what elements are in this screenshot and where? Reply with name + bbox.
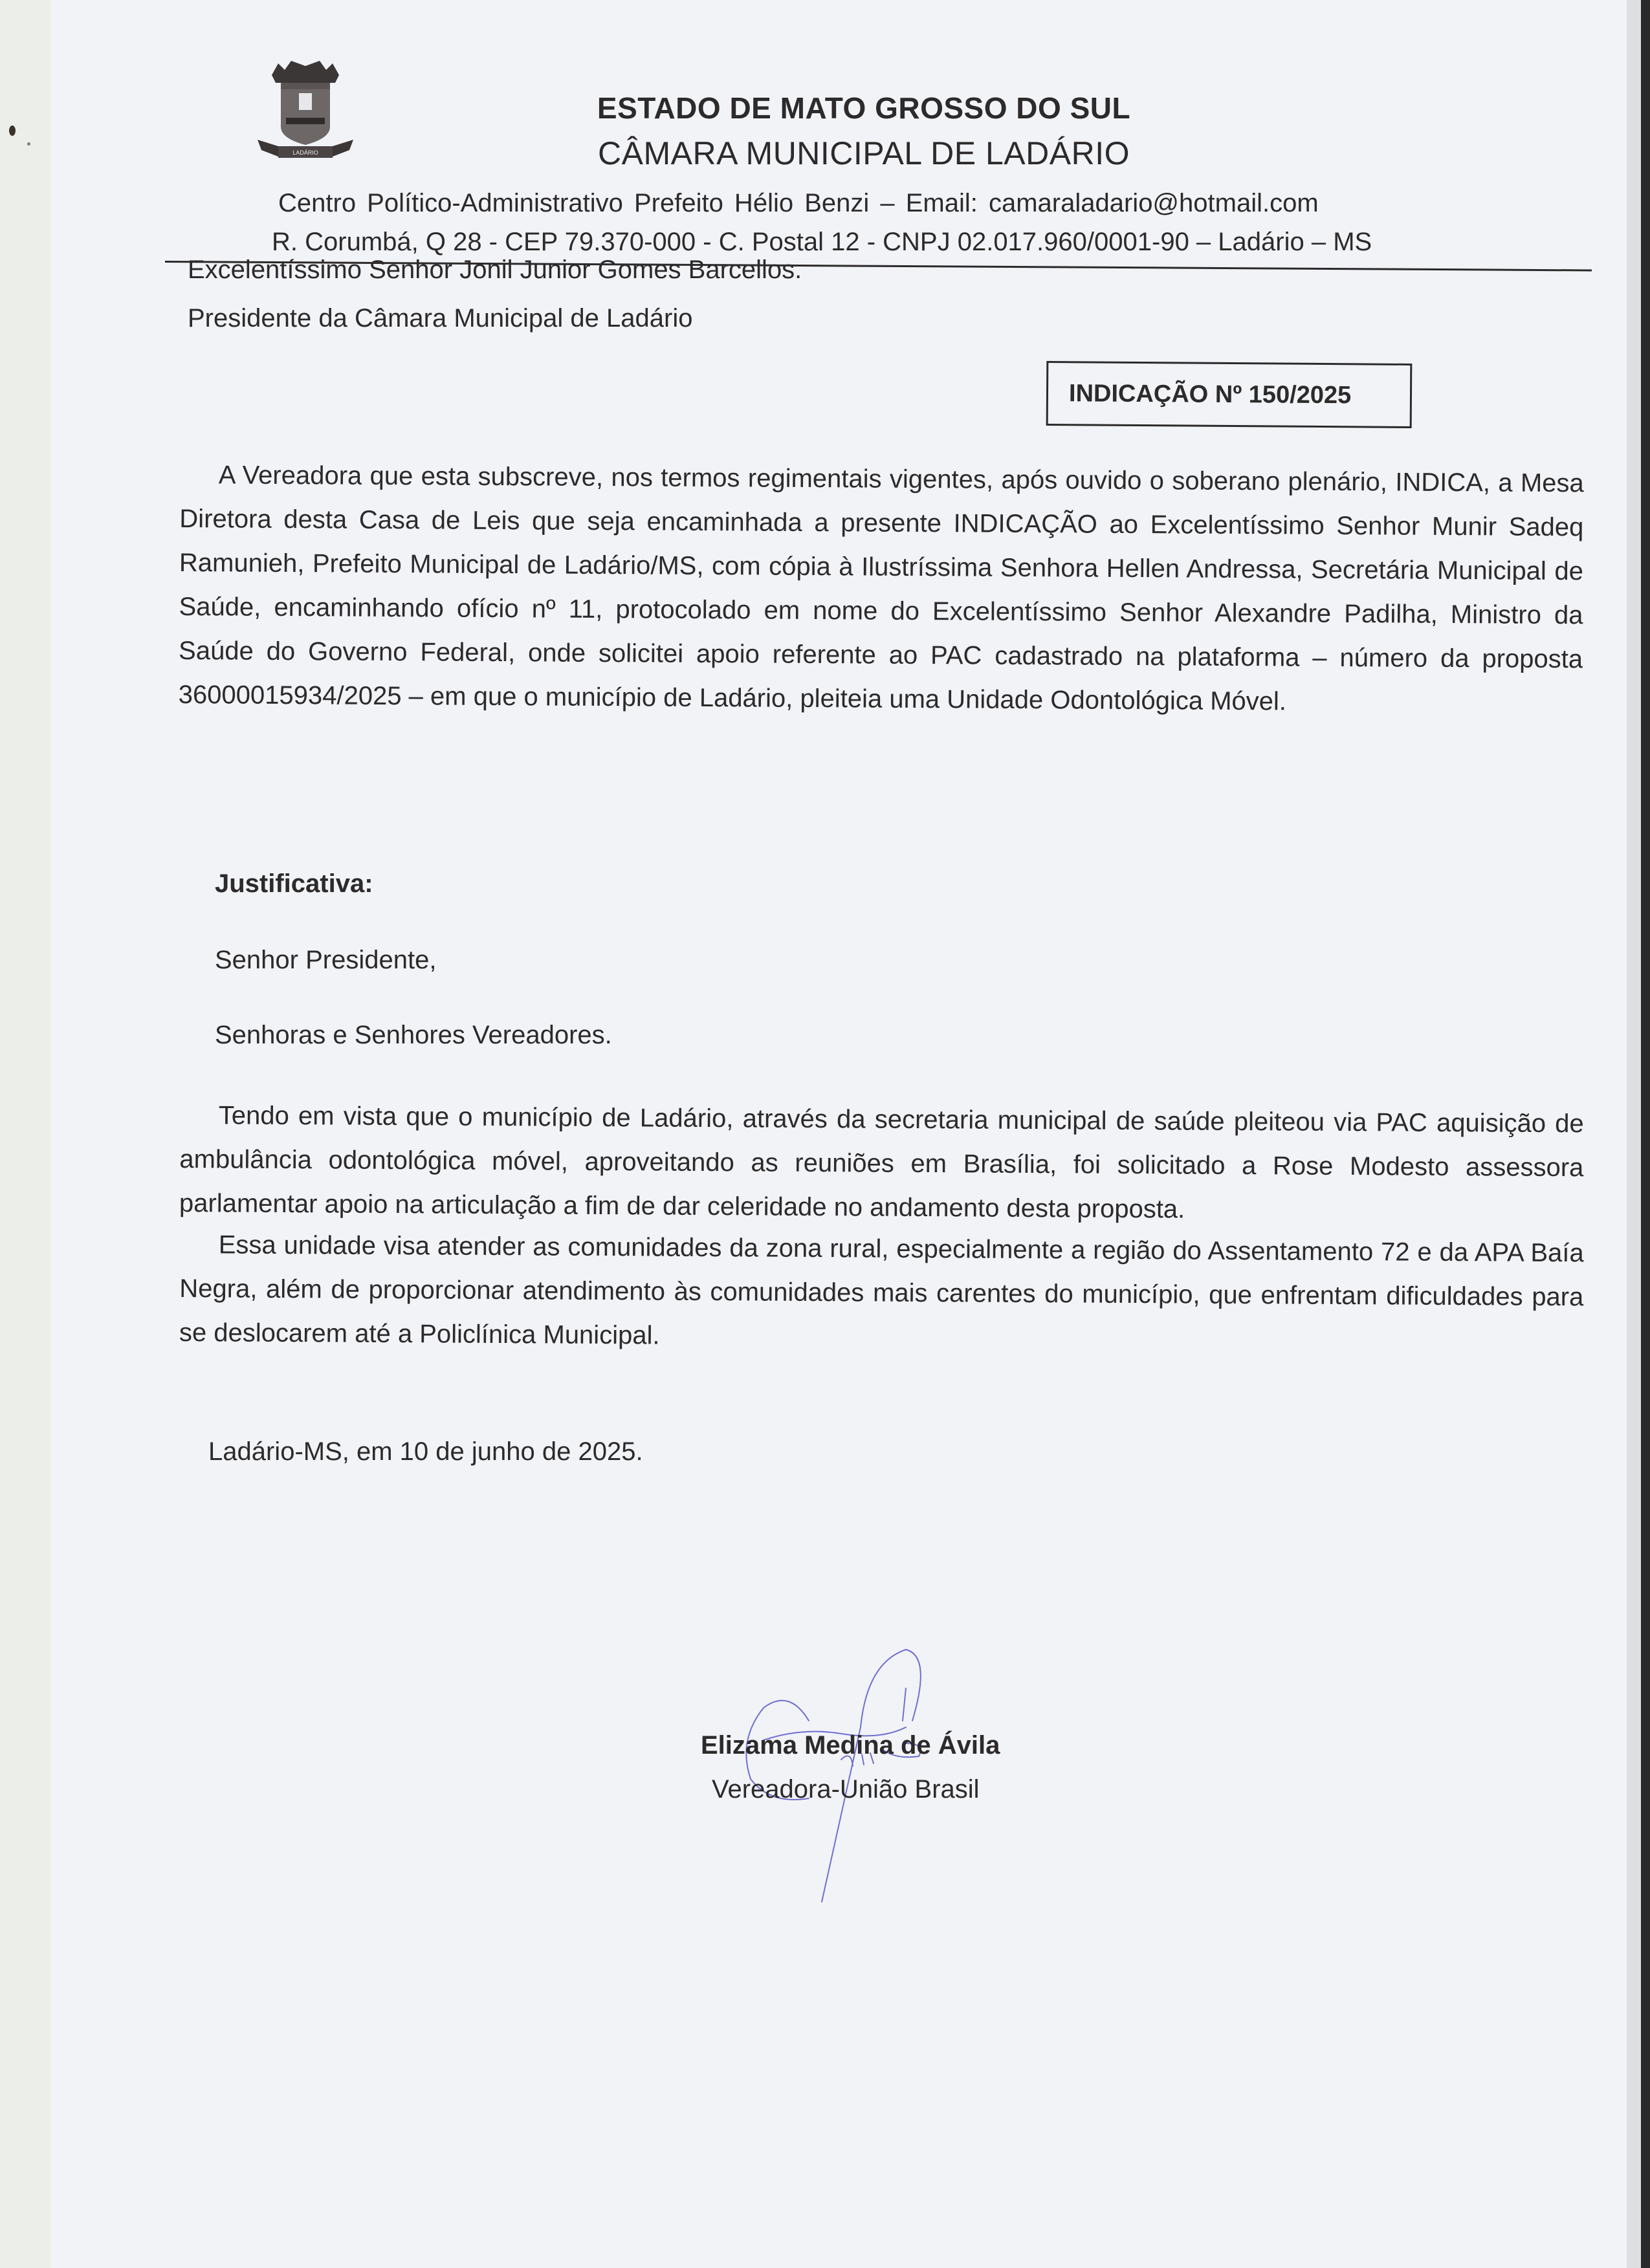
justification-paragraph-1 bbox=[179, 1093, 1584, 1234]
justification-text-2: Essa unidade visa atender as comunidades da zona rural, especialmente a região do Assentamento 72 e da APA Baía Negra, além de proporcionar atendimento às comunidades mais carentes do município, que enfrentam dificuldades para se deslocarem até a Policlínica Municipal. bbox=[179, 1230, 1584, 1350]
addressee-title: Presidente da Câmara Municipal de Ladário bbox=[188, 304, 693, 333]
addressee-name: Excelentíssimo Senhor Jonil Junior Gomes Barcellos. bbox=[188, 256, 802, 284]
svg-text:LADÁRIO: LADÁRIO bbox=[292, 149, 318, 156]
justification-heading: Justificativa: bbox=[215, 869, 373, 898]
indication-number-box bbox=[1046, 361, 1413, 428]
justification-text-1: Tendo em vista que o município de Ladário, através da secretaria municipal de saúde pleiteou via PAC aquisição de ambulância odontológica móvel, aproveitando as reuniões em Brasília, foi solicitado a Rose Modesto assessora parlamentar apoio na articulação a fim de dar celeridade no andamento desta proposta. bbox=[179, 1101, 1584, 1224]
letterhead-address-line2: R. Corumbá, Q 28 - CEP 79.370-000 - C. Postal 12 - CNPJ 02.017.960/0001-90 – Ladário – MS bbox=[272, 228, 1372, 256]
greeting-councilors: Senhoras e Senhores Vereadores. bbox=[215, 1021, 612, 1049]
indication-number: INDICAÇÃO Nº 150/2025 bbox=[1068, 379, 1352, 409]
letterhead-chamber: CÂMARA MUNICIPAL DE LADÁRIO bbox=[598, 135, 1130, 171]
greeting-president: Senhor Presidente, bbox=[215, 946, 437, 974]
date-line: Ladário-MS, em 10 de junho de 2025. bbox=[208, 1437, 643, 1466]
justification-paragraph-2 bbox=[179, 1223, 1584, 1363]
letterhead-state: ESTADO DE MATO GROSSO DO SUL bbox=[597, 91, 1131, 125]
scan-margin-left bbox=[0, 0, 50, 2268]
letterhead-address-line1: Centro Político-Administrativo Prefeito Hélio Benzi – Email: camaraladario@hotmail.com bbox=[278, 189, 1319, 217]
indication-text: A Vereadora que esta subscreve, nos termos regimentais vigentes, após ouvido o soberano plenário, INDICA, a Mesa Diretora desta Casa de Leis que seja encaminhada a presente INDICAÇÃO ao Excelentíssimo Senhor Munir Sadeq Ramunieh, Prefeito Municipal de Ladário/MS, com cópia à Ilustríssima Senhora Hellen Andressa, Secretária Municipal de Saúde, encaminhando ofício nº 11, protocolado em nome do Excelentíssimo Senhor Alexandre Padilha, Ministro da Saúde do Governo Federal, onde solicitei apoio referente ao PAC cadastrado na plataforma – número da proposta 36000015934/2025 – em que o município de Ladário, pleiteia uma Unidade Odontológica Móvel. bbox=[178, 461, 1584, 716]
signer-role: Vereadora-União Brasil bbox=[712, 1775, 980, 1804]
scan-edge-dark bbox=[1641, 0, 1650, 2268]
scan-edge bbox=[1627, 0, 1641, 2268]
signer-name: Elizama Medina de Ávila bbox=[701, 1731, 1000, 1760]
indication-paragraph bbox=[179, 453, 1584, 725]
